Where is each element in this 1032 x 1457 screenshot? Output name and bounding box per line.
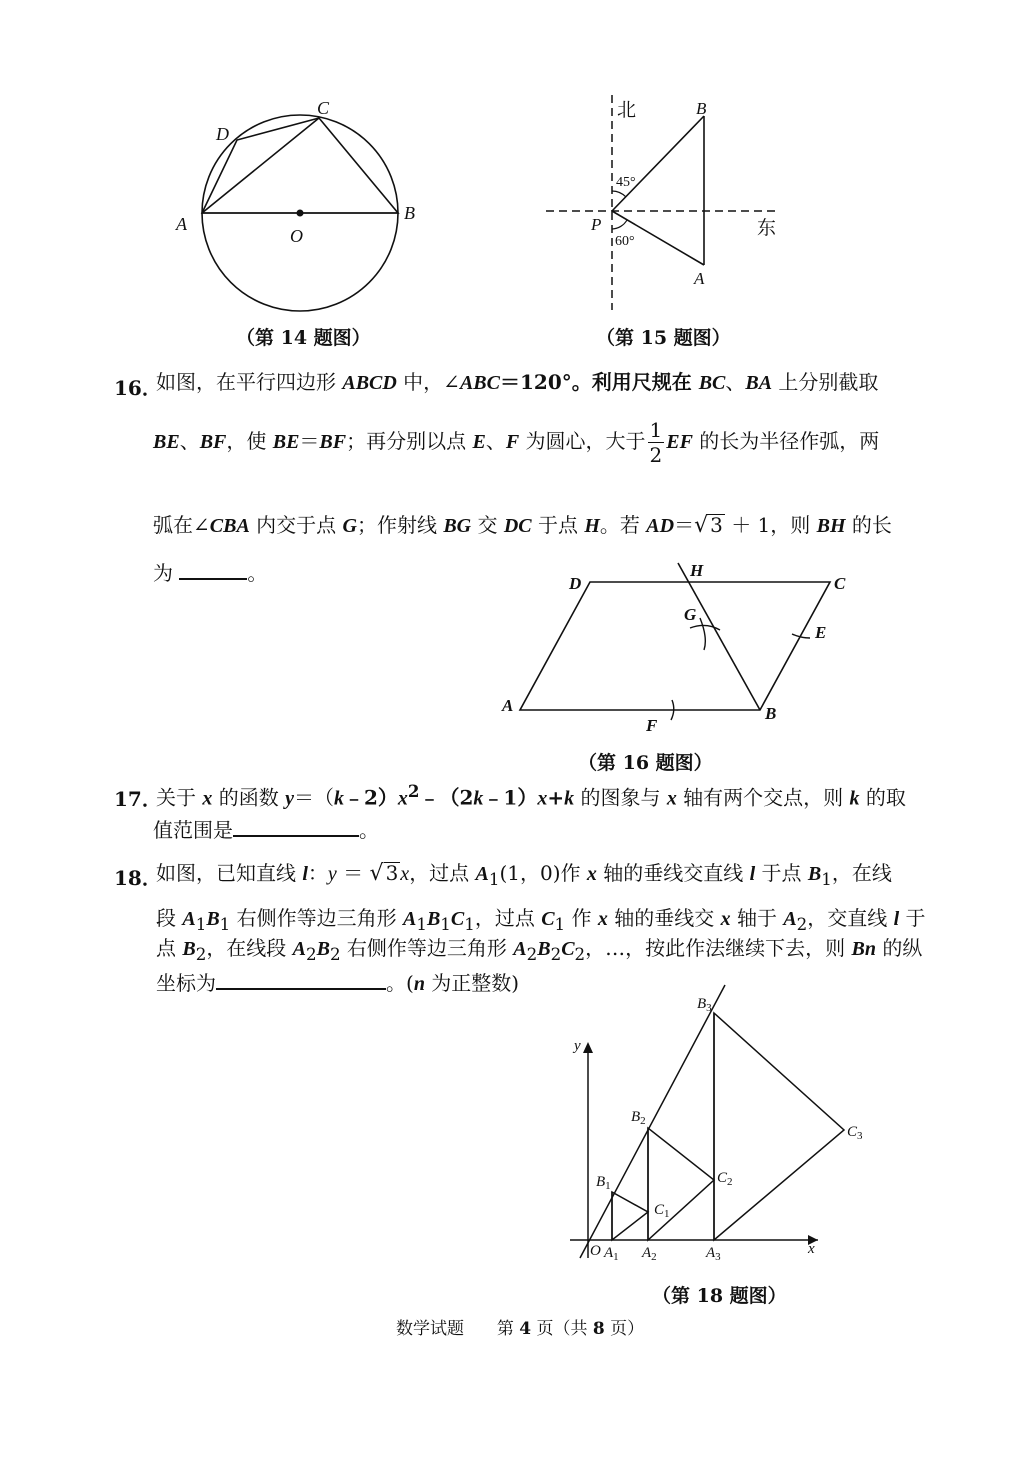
fig18-label-y: y [574,1038,581,1054]
fig18-label-c3: $C_3$ [847,1124,863,1142]
footer-subject: 数学试题 [396,1319,464,1339]
fig15-angle-arc-45 [612,191,626,197]
fig15-label-b: B [696,99,707,118]
fig16-parallelogram [520,582,830,710]
fig15-label-p: P [591,215,602,234]
q18-number: 18． [114,866,162,890]
fig16-label-f: F [646,716,658,735]
fig14-center-dot [297,210,304,217]
fig18-y-arrow [583,1042,593,1053]
q17-line-1: 关于 x 的函数 $y=(k﹣2)x^2﹣(2k﹣1)x+k$ 的图象与 x 轴有两个交点，则 k 的取 [156,781,906,810]
figure-18 [560,985,880,1265]
q17-line-2: 值范围是 。 [153,818,379,842]
fig18-triangle-3 [714,1013,844,1240]
fig18-label-a3: $A_3$ [706,1245,721,1263]
fig18-label-o: O [590,1243,601,1259]
fig14-label-b: B [404,203,415,223]
fig18-triangle-2 [648,1128,714,1240]
fig15-label-north: 北 [617,100,637,121]
fig16-label-h: H [690,561,704,580]
figure-15 [540,90,790,315]
fig15-label-east: 东 [757,218,777,239]
q16-line-1: 如图，在平行四边形 ABCD 中，∠ABC＝120°。利用尺规在 BC、BA 上分别截取 [156,370,879,394]
fig16-arc-g1 [700,618,705,650]
fig18-label-c2: $C_2$ [717,1170,733,1188]
fig18-label-a1: $A_1$ [604,1245,619,1263]
fig18-triangle-1 [612,1192,648,1240]
fig16-label-c: C [834,574,846,593]
fig18-label-b3: $B_3$ [697,996,712,1014]
figure-14 [160,95,450,325]
fig18-label-c1: $C_1$ [654,1202,670,1220]
q18-line-4: 坐标为 。(n 为正整数) [156,971,520,995]
q16-line-3: 弧在∠CBA 内交于点 G；作射线 BG 交 DC 于点 H。若 AD＝√ 3 ＋ 1，则 BH 的长 [153,513,892,538]
q18-line-3: 点 $B_2$，在线段 $A_2B_2$ 右侧作等边三角形 $A_2B_2C_2$，…，按此作法继续下去，则 Bn 的纵 [156,936,923,964]
fig14-caption: （第 14 题图） [236,327,371,349]
fig18-label-b1: $B_1$ [596,1174,611,1192]
fig15-label-a: A [694,269,705,288]
fig15-label-45: 45° [616,175,636,190]
q16-fraction-half: $\frac{1}{2}$ [649,418,663,467]
fig14-label-c: C [317,98,330,118]
fig18-label-x: x [808,1241,815,1257]
fig16-label-d: D [569,574,582,593]
fig14-label-d: D [216,124,229,144]
q18-answer-blank[interactable] [216,970,386,990]
figure-16 [495,560,865,740]
fig18-label-b2: $B_2$ [631,1109,646,1127]
q17-number: 17． [114,787,162,811]
fig16-label-e: E [815,623,827,642]
fig16-label-b: B [765,704,777,723]
q16-number: 16． [114,376,162,400]
q17-answer-blank[interactable] [233,817,359,837]
fig16-label-g: G [684,605,697,624]
fig18-line-l [580,985,725,1258]
q16-line-2: BE、BF，使 BE＝BF；再分别以点 E、F 为圆心，大于 $\frac{1}{2}$ EF 的长为半径作弧，两 [153,418,880,467]
fig16-caption: （第 16 题图） [578,752,713,774]
q18-line-2: 段 $A_1B_1$ 右侧作等边三角形 $A_1B_1C_1$，过点 $C_1$ 作 x 轴的垂线交 x 轴于 $A_2$，交直线 l 于 [156,906,926,934]
fig16-label-a: A [502,696,514,715]
fig18-label-a2: $A_2$ [642,1245,657,1263]
q18-line-1: 如图，已知直线 l：y ＝ √ 3 x，过点 $A_1(1$，0)作 x 轴的垂线交直线 l 于点 $B_1$，在线 [156,861,892,889]
fig15-caption: （第 15 题图） [596,327,731,349]
fig14-label-o: O [290,226,303,246]
footer-page: 第 4 页（共 8 页） [496,1319,645,1339]
q16-answer-blank[interactable] [179,560,247,580]
fig14-quadrilateral [202,118,398,213]
page-footer [396,1314,644,1339]
fig18-caption: （第 18 题图） [652,1285,787,1307]
fig15-angle-arc-60 [612,220,627,229]
fig14-label-a: A [176,214,187,234]
fig15-label-60: 60° [615,234,635,249]
q16-line-4: 为 。 [153,561,268,585]
fig16-ray-bh [678,563,760,710]
